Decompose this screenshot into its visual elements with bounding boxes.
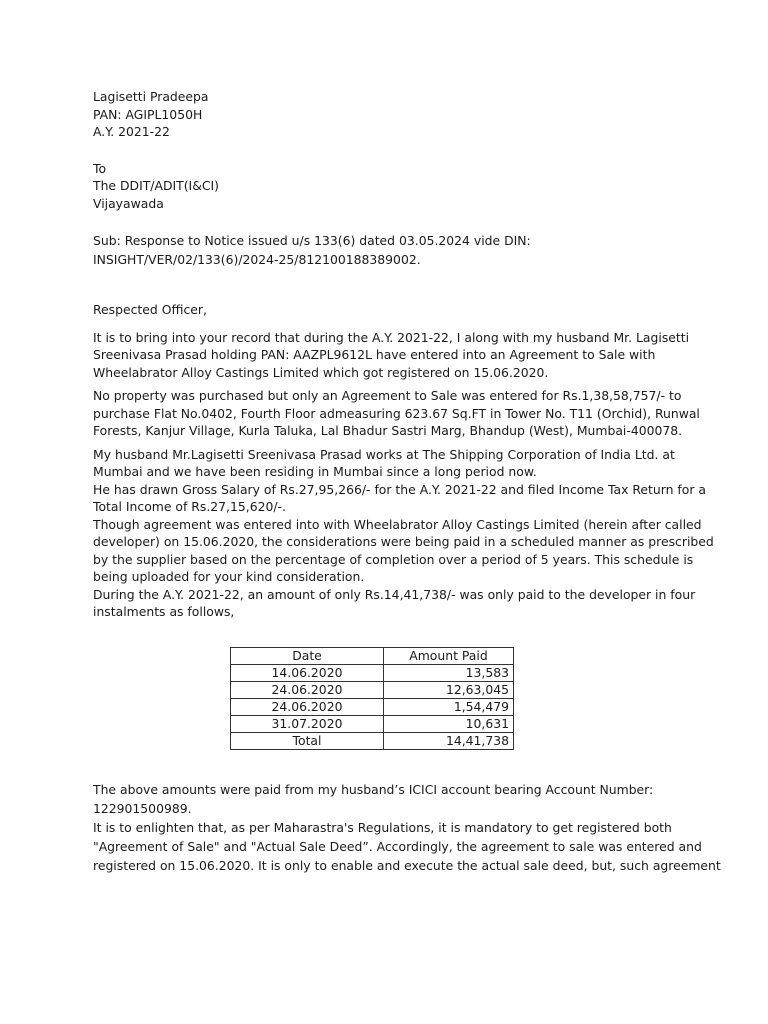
paragraph-line: developer) on 15.06.2020, the considerations were being paid in a scheduled manner as prescribed [93, 534, 714, 549]
paragraph-line: Though agreement was entered into with Wheelabrator Alloy Castings Limited (herein after called [93, 516, 702, 532]
row-amount: 12,63,045 [384, 681, 514, 698]
paragraph-payment-source [93, 780, 721, 875]
paragraph-line: No property was purchased but only an Agreement to Sale was entered for Rs.1,38,58,757/- to [93, 388, 682, 403]
addressee-city: Vijayawada [93, 195, 164, 211]
instalments-table [230, 647, 514, 750]
column-header-date: Date [231, 647, 384, 664]
row-amount: 13,583 [384, 664, 514, 681]
row-date: 24.06.2020 [231, 698, 384, 715]
table-row [231, 681, 514, 698]
paragraph-line: "Agreement of Sale" and "Actual Sale Deed”. Accordingly, the agreement to sale was entered and [93, 838, 702, 854]
paragraph-line: It is to enlighten that, as per Maharastra's Regulations, it is mandatory to get registered both [93, 819, 672, 835]
total-amount: 14,41,738 [384, 732, 514, 749]
salutation: Respected Officer, [93, 302, 207, 317]
row-amount: 10,631 [384, 715, 514, 732]
paragraph-line: It is to bring into your record that during the A.Y. 2021-22, I along with my husband Mr. Lagisetti [93, 329, 690, 345]
row-date: 14.06.2020 [231, 664, 384, 681]
paragraph-line: He has drawn Gross Salary of Rs.27,95,266/- for the A.Y. 2021-22 and filed Income Tax Return for a [93, 481, 706, 497]
sender-name: Lagisetti Pradeepa [93, 89, 209, 104]
sender-pan: PAN: AGIPL1050H [93, 106, 203, 122]
table-total-row [231, 732, 514, 749]
assessment-year: A.Y. 2021-22 [93, 124, 170, 139]
total-label: Total [231, 732, 384, 749]
paragraph-line: by the supplier based on the percentage of completion over a period of 5 years. This schedule is [93, 551, 694, 567]
paragraph-line: being uploaded for your kind consideration. [93, 569, 365, 584]
table-row [231, 715, 514, 732]
addressee-office: The DDIT/ADIT(I&CI) [93, 178, 219, 193]
paragraph-line: During the A.Y. 2021-22, an amount of only Rs.14,41,738/- was only paid to the developer in four [93, 586, 696, 602]
paragraph-property [93, 387, 700, 440]
table-row [231, 698, 514, 715]
subject-line-1: Sub: Response to Notice issued u/s 133(6) dated 03.05.2024 vide DIN: [93, 233, 531, 248]
paragraph-line: The above amounts were paid from my husband’s ICICI account bearing Account Number: [93, 781, 654, 797]
paragraph-line: purchase Flat No.0402, Fourth Floor admeasuring 623.67 Sq.FT in Tower No. T11 (Orchid), Runwal [93, 405, 700, 421]
paragraph-line: Mumbai and we have been residing in Mumbai since a long period now. [93, 464, 537, 479]
row-date: 24.06.2020 [231, 681, 384, 698]
sender-block [93, 88, 683, 141]
paragraph-line: instalments as follows, [93, 604, 235, 619]
paragraph-line: My husband Mr.Lagisetti Sreenivasa Prasad works at The Shipping Corporation of India Ltd. at [93, 446, 675, 462]
paragraph-line: registered on 15.06.2020. It is only to enable and execute the actual sale deed, but, such agreement [93, 857, 721, 873]
paragraph-line: Forests, Kanjur Village, Kurla Taluka, Lal Bhadur Sastri Marg, Bhandup (West), Mumbai-400078. [93, 423, 683, 438]
instalments-table-wrapper [230, 647, 514, 750]
paragraph-line: Wheelabrator Alloy Castings Limited which got registered on 15.06.2020. [93, 364, 549, 380]
subject-line-2: INSIGHT/VER/02/133(6)/2024-25/812100188389002. [93, 252, 421, 267]
paragraph-line: Total Income of Rs.27,15,620/-. [93, 499, 286, 514]
row-amount: 1,54,479 [384, 698, 514, 715]
table-row [231, 664, 514, 681]
addressee-block [93, 160, 683, 213]
column-header-amount: Amount Paid [384, 647, 514, 664]
paragraph-line: Sreenivasa Prasad holding PAN: AAZPL9612L have entered into an Agreement to Sale with [93, 347, 656, 362]
row-date: 31.07.2020 [231, 715, 384, 732]
paragraph-husband-details [93, 446, 714, 621]
to-label: To [93, 160, 107, 176]
letter-page [93, 88, 721, 875]
paragraph-agreement [93, 329, 690, 382]
subject-block [93, 231, 683, 269]
table-header-row [231, 647, 514, 664]
paragraph-line: 122901500989. [93, 800, 192, 816]
